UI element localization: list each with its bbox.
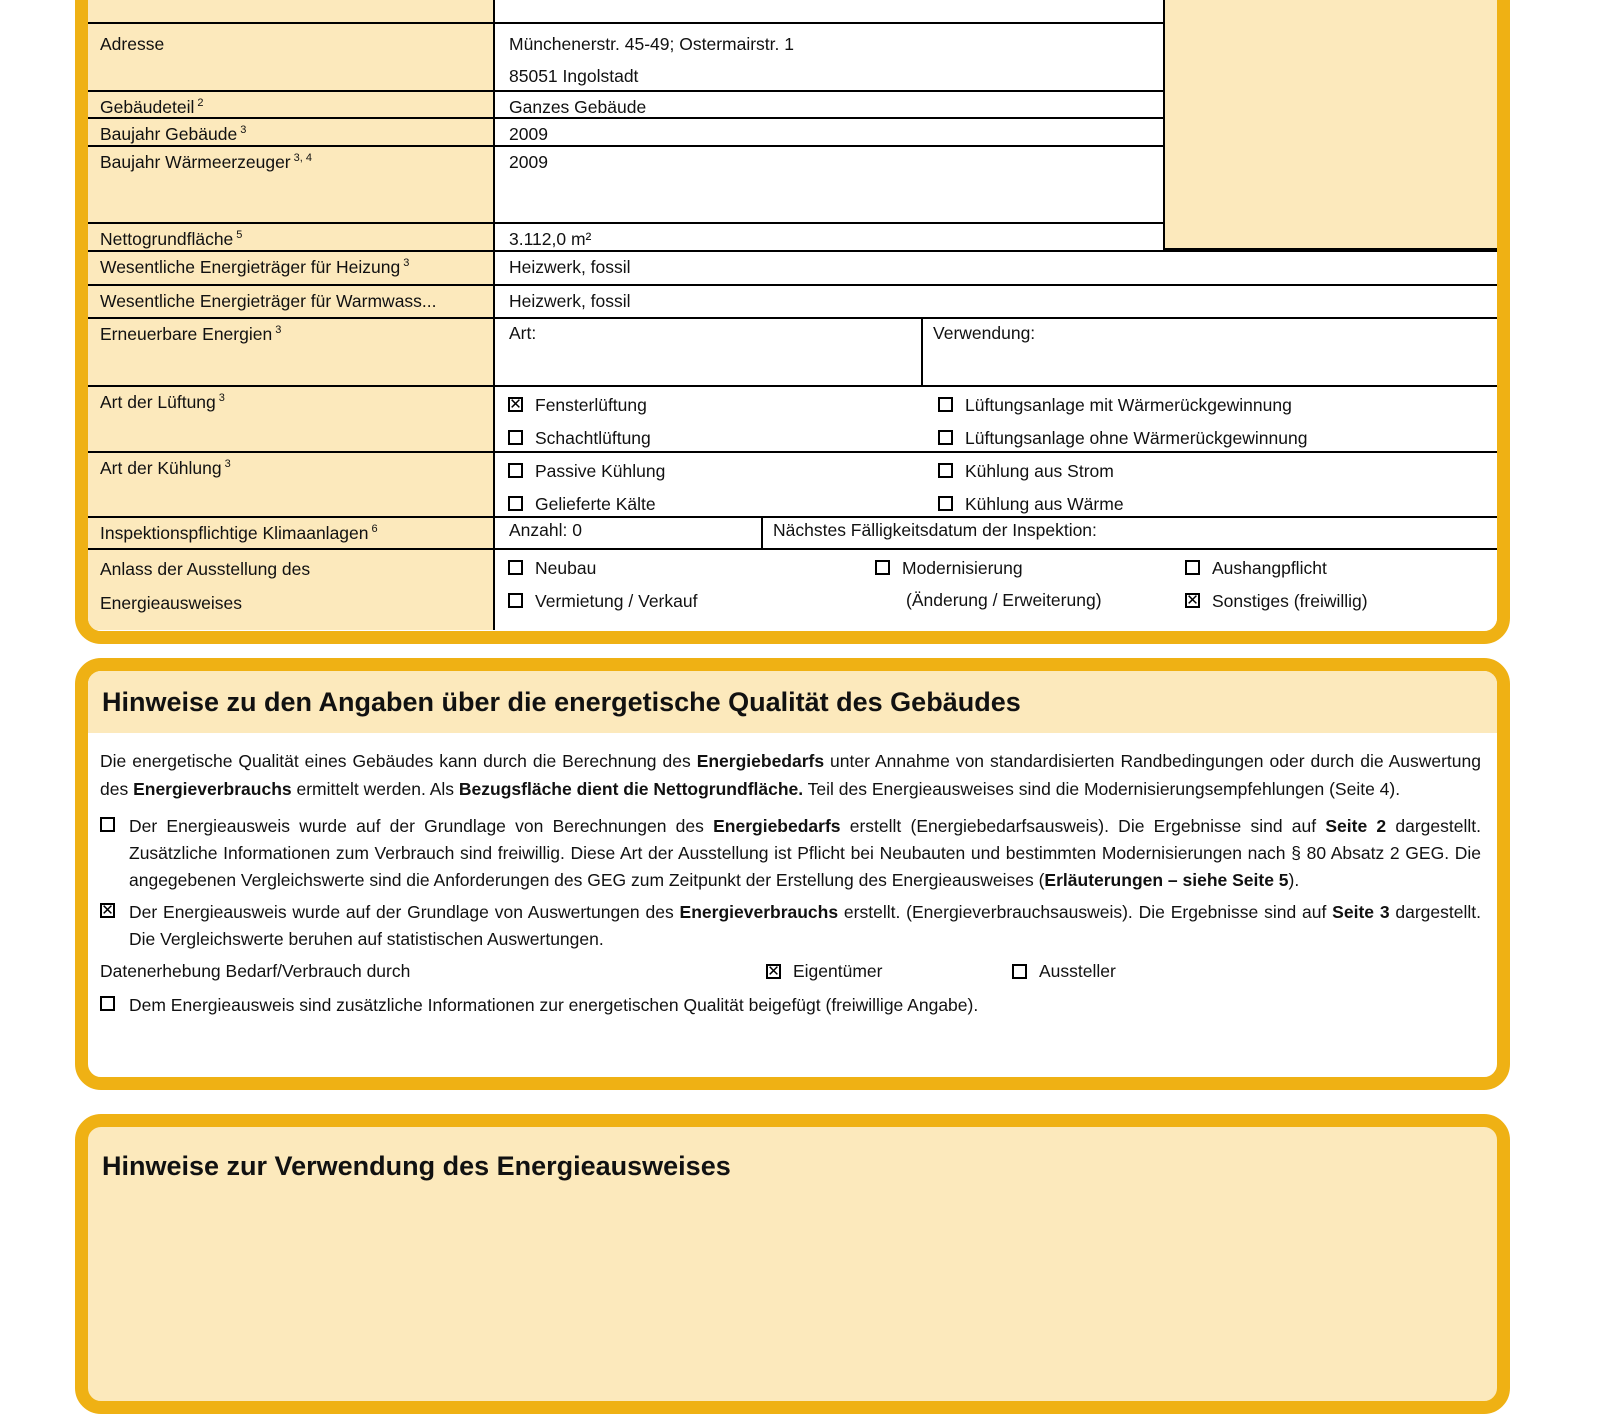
- row-label: Baujahr Gebäude $^3$: [88, 119, 495, 145]
- klimaanlagen-faelligkeit-cell: Nächstes Fälligkeitsdatum der Inspektion:: [763, 518, 1497, 548]
- row-label: Inspektionspflichtige Klimaanlagen $^6$: [88, 518, 495, 548]
- adresse-line2: 85051 Ingolstadt: [509, 66, 639, 86]
- footnote-marker: 3: [240, 124, 247, 137]
- row-value: [495, 550, 1497, 630]
- checkbox-option-passive-kuehlung[interactable]: [508, 460, 665, 481]
- bedarfsausweis-text: Der Energieausweis wurde auf der Grundlage von Berechnungen des Energiebedarfs erstellt (Energiebedarfsausweis). Die Ergebnisse sind auf Seite 2 dargestellt. Zusätzliche Informationen zum Verbrauch sind freiwillig. Diese Art der Ausstellung ist Pflicht bei Neubauten und bestimmten Modernisierungen nach § 80 Absatz 2 GEG. Die angegebenen Vergleichswerte sind die Anforderungen des GEG zum Zeitpunkt der Erstellung des Energieausweises (Erläuterungen – siehe Seite 5).: [129, 816, 1481, 890]
- checkbox-icon[interactable]: [766, 964, 781, 979]
- checkbox-option-neubau[interactable]: [508, 557, 697, 578]
- table-row-art-der-lueftung: [88, 385, 1497, 451]
- table-row-baujahr-waermeerzeuger: [88, 145, 1163, 222]
- footnote-marker: 3: [224, 458, 231, 471]
- checkbox-label: Neubau: [535, 557, 597, 578]
- building-photo-area: [1163, 0, 1497, 250]
- checkbox-option-kuehlung-aus-strom[interactable]: [938, 460, 1124, 481]
- table-row-energietraeger-warmwasser: [88, 284, 1497, 317]
- checkbox-option-modernisierung[interactable]: [875, 557, 1102, 578]
- zusatzinfo-text: Dem Energieausweis sind zusätzliche Informationen zur energetischen Qualität beigefügt (freiwillige Angabe).: [129, 995, 979, 1015]
- checkbox-label: Aussteller: [1039, 961, 1116, 981]
- footnote-marker: 3: [275, 324, 282, 337]
- erneuerbare-art-cell: Art:: [495, 319, 923, 385]
- row-label: Wesentliche Energieträger für Warmwass...: [88, 286, 495, 317]
- row-label: Wesentliche Energieträger für Heizung $^3$: [88, 252, 495, 284]
- row-value: [495, 24, 1163, 90]
- row-label: Nettogrundfläche $^5$: [88, 224, 495, 250]
- checkbox-label: Vermietung / Verkauf: [535, 590, 698, 611]
- section-header: [88, 671, 1497, 733]
- row-value: 3.112,0 m²: [495, 224, 1163, 250]
- checkbox-option-kuehlung-aus-waerme[interactable]: [938, 493, 1124, 514]
- checkbox-label: Passive Kühlung: [535, 460, 666, 481]
- checkbox-icon[interactable]: [508, 397, 523, 412]
- checkbox-option-lueftungsanlage-mit-wrg[interactable]: [938, 394, 1307, 415]
- checkbox-label: Lüftungsanlage ohne Wärmerückgewinnung: [965, 427, 1308, 448]
- checkbox-label: Aushangpflicht: [1212, 557, 1327, 578]
- section-header: [88, 1127, 1497, 1182]
- checkbox-option-sonstiges-freiwillig[interactable]: [1185, 590, 1368, 611]
- section-body: [88, 733, 1497, 1019]
- erneuerbare-verwendung-cell: Verwendung:: [923, 319, 1497, 385]
- table-row-adresse: [88, 22, 1163, 90]
- row-value: [495, 453, 1497, 516]
- row-value: 2009: [495, 147, 1163, 222]
- row-value: Heizwerk, fossil: [495, 286, 1497, 317]
- checkbox-label: Fensterlüftung: [535, 394, 647, 415]
- checkbox-icon[interactable]: [1185, 593, 1200, 608]
- row-label: [88, 550, 495, 630]
- zusatzinfo-item: [100, 992, 1481, 1019]
- datenerhebung-label: Datenerhebung Bedarf/Verbrauch durch: [100, 961, 411, 981]
- checkbox-label: Schachtlüftung: [535, 427, 651, 448]
- table-row-gebaeudeteil: [88, 90, 1163, 117]
- checkbox-option-lueftungsanlage-ohne-wrg[interactable]: [938, 427, 1307, 448]
- checkbox-icon[interactable]: [938, 463, 953, 478]
- checkbox-icon[interactable]: [508, 463, 523, 478]
- usage-notes-box: [75, 1114, 1510, 1414]
- row-label: Erneuerbare Energien $^3$: [88, 319, 495, 385]
- checkbox-option-fensterlueftung[interactable]: [508, 394, 651, 415]
- checkbox-icon[interactable]: [508, 430, 523, 445]
- checkbox-label: Modernisierung: [902, 557, 1023, 578]
- footnote-marker: 5: [236, 229, 243, 242]
- checkbox-icon[interactable]: [1012, 964, 1027, 979]
- row-label: Art der Kühlung $^3$: [88, 453, 495, 516]
- checkbox-icon[interactable]: [100, 817, 115, 832]
- energy-quality-notes-box: [75, 658, 1510, 1090]
- table-row-baujahr-gebaeude: [88, 117, 1163, 145]
- verbrauchsausweis-text: Der Energieausweis wurde auf der Grundlage von Auswertungen des Energieverbrauchs erstellt. (Energieverbrauchsausweis). Die Ergebnisse sind auf Seite 3 dargestellt. Die Vergleichswerte beruhen auf statistischen Auswertungen.: [129, 902, 1481, 949]
- table-row-anlass: [88, 548, 1497, 630]
- checkbox-icon[interactable]: [508, 496, 523, 511]
- intro-paragraph: Die energetische Qualität eines Gebäudes kann durch die Berechnung des Energiebedarfs unter Annahme von standardisierten Randbedingungen oder durch die Auswertung des Energieverbrauchs ermittelt werden. Als Bezugsfläche dient die Nettogrundfläche. Teil des Energieausweises sind die Modernisierungsempfehlungen (Seite 4).: [100, 751, 1481, 799]
- checkbox-icon[interactable]: [100, 996, 115, 1011]
- footnote-marker: 3: [403, 257, 410, 270]
- row-value: [495, 387, 1497, 451]
- checkbox-option-aushangpflicht[interactable]: [1185, 557, 1368, 578]
- footnote-marker: 6: [371, 523, 378, 536]
- checkbox-label: Sonstiges (freiwillig): [1212, 590, 1368, 611]
- row-value: 2009: [495, 119, 1163, 145]
- building-data-upper: [88, 0, 1497, 250]
- anlass-label-line1: Anlass der Ausstellung des: [100, 559, 311, 579]
- row-value: Ganzes Gebäude: [495, 92, 1163, 117]
- checkbox-icon[interactable]: [100, 903, 115, 918]
- footnote-marker: 2: [197, 97, 204, 110]
- table-row-klimaanlagen: [88, 516, 1497, 548]
- checkbox-option-schachtlueftung[interactable]: [508, 427, 651, 448]
- table-row-energietraeger-heizung: [88, 250, 1497, 284]
- checkbox-label: Gelieferte Kälte: [535, 493, 656, 514]
- building-data-box: [75, 0, 1510, 644]
- table-row-empty: [88, 0, 1163, 22]
- modernisierung-subline: (Änderung / Erweiterung): [906, 590, 1102, 610]
- datenerhebung-row: [100, 959, 1481, 987]
- adresse-line1: Münchenerstr. 45-49; Ostermairstr. 1: [509, 34, 794, 54]
- checkbox-icon[interactable]: [938, 397, 953, 412]
- row-label: Gebäudeteil $^2$: [88, 92, 495, 117]
- checkbox-icon[interactable]: [938, 496, 953, 511]
- table-row-art-der-kuehlung: [88, 451, 1497, 516]
- checkbox-icon[interactable]: [938, 430, 953, 445]
- section-title: Hinweise zur Verwendung des Energieausweises: [102, 1151, 731, 1181]
- bedarfsausweis-item: [100, 813, 1481, 894]
- table-row-erneuerbare-energien: [88, 317, 1497, 385]
- checkbox-label: Lüftungsanlage mit Wärmerückgewinnung: [965, 394, 1292, 415]
- checkbox-label: Kühlung aus Strom: [965, 460, 1114, 481]
- checkbox-icon[interactable]: [508, 560, 523, 575]
- row-label: Baujahr Wärmeerzeuger $^{3, 4}$: [88, 147, 495, 222]
- checkbox-option-gelieferte-kaelte[interactable]: [508, 493, 665, 514]
- klimaanlagen-anzahl-cell: Anzahl: 0: [495, 518, 763, 548]
- anlass-label-line2: Energieausweises: [100, 593, 243, 613]
- row-value: [495, 0, 1163, 22]
- checkbox-option-eigentuemer[interactable]: [766, 959, 883, 983]
- section-title: Hinweise zu den Angaben über die energetische Qualität des Gebäudes: [102, 686, 1021, 717]
- checkbox-icon[interactable]: [875, 560, 890, 575]
- footnote-marker: 3, 4: [293, 152, 312, 165]
- checkbox-icon[interactable]: [508, 593, 523, 608]
- row-label: Adresse: [88, 24, 495, 90]
- checkbox-icon[interactable]: [1185, 560, 1200, 575]
- table-row-nettogrundflaeche: [88, 222, 1163, 250]
- verbrauchsausweis-item: [100, 899, 1481, 953]
- row-label: [88, 0, 495, 22]
- checkbox-option-vermietung-verkauf[interactable]: [508, 590, 697, 611]
- row-value: Heizwerk, fossil: [495, 252, 1497, 284]
- footnote-marker: 3: [218, 392, 225, 405]
- row-label: Art der Lüftung $^3$: [88, 387, 495, 451]
- checkbox-option-aussteller[interactable]: [1012, 959, 1116, 983]
- checkbox-label: Eigentümer: [793, 961, 883, 981]
- checkbox-label: Kühlung aus Wärme: [965, 493, 1124, 514]
